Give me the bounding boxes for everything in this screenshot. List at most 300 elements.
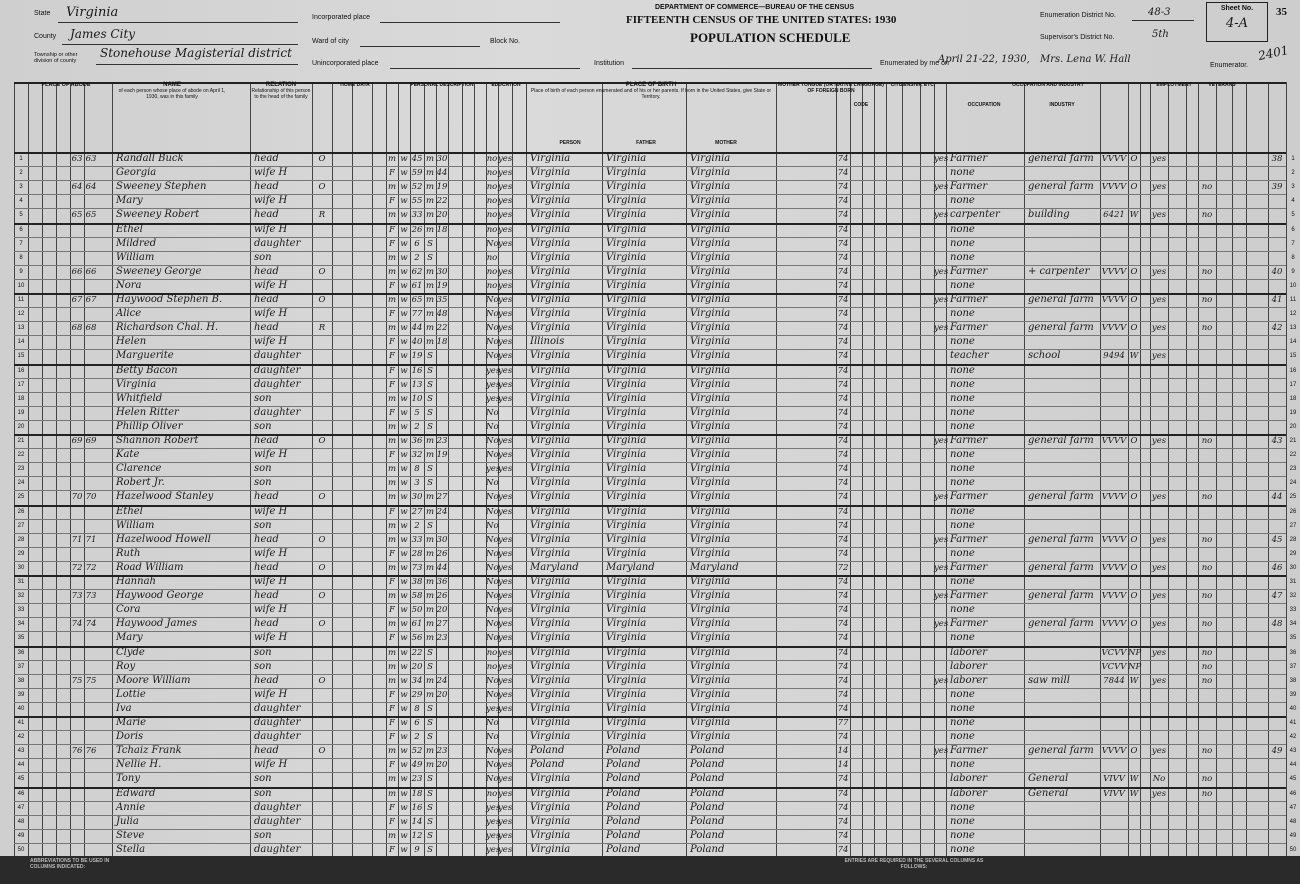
industry bbox=[1028, 575, 1098, 589]
read-write: yes bbox=[498, 534, 513, 545]
sex: m bbox=[387, 421, 397, 432]
race: w bbox=[400, 703, 408, 714]
occupation: none bbox=[950, 251, 975, 263]
veteran bbox=[1198, 194, 1216, 208]
birthplace-mother: Virginia bbox=[690, 308, 731, 320]
line-number-right: 16 bbox=[1289, 367, 1297, 374]
occupation: none bbox=[950, 843, 975, 855]
dwelling-number bbox=[70, 349, 84, 363]
line-number-right: 26 bbox=[1289, 508, 1297, 515]
dwelling-number bbox=[70, 519, 84, 533]
birthplace-father: Virginia bbox=[606, 195, 647, 207]
relation: son bbox=[254, 519, 272, 531]
relation: son bbox=[254, 660, 272, 672]
person-name: Tony bbox=[116, 773, 141, 785]
birthplace-person: Virginia bbox=[530, 435, 571, 446]
line-number: 43 bbox=[17, 748, 25, 755]
age: 2 bbox=[414, 421, 420, 432]
veteran bbox=[1198, 462, 1216, 476]
veteran bbox=[1198, 603, 1216, 617]
race: w bbox=[400, 633, 408, 644]
relation: daughter bbox=[254, 237, 301, 249]
marital-status: m bbox=[425, 450, 435, 461]
age-at-marriage bbox=[436, 519, 448, 533]
occupation-code bbox=[1100, 194, 1128, 208]
birthplace-person: Virginia bbox=[530, 294, 571, 305]
farm-schedule bbox=[1268, 279, 1286, 293]
employed: yes bbox=[1151, 746, 1167, 757]
dwelling-number bbox=[70, 166, 84, 180]
occupation: none bbox=[950, 688, 975, 700]
farm-schedule bbox=[1268, 364, 1286, 378]
occupation: none bbox=[950, 519, 975, 531]
line-number-right: 1 bbox=[1291, 156, 1295, 162]
speaks-english bbox=[934, 716, 948, 730]
sex: m bbox=[387, 774, 397, 785]
industry bbox=[1028, 660, 1098, 674]
class-of-worker bbox=[1128, 758, 1140, 772]
occupation: Farmer bbox=[950, 533, 988, 545]
class-of-worker bbox=[1128, 251, 1140, 265]
family-number bbox=[84, 575, 98, 589]
family-number bbox=[84, 349, 98, 363]
age: 13 bbox=[411, 379, 423, 390]
line-number-right: 18 bbox=[1289, 395, 1297, 402]
dwelling-number bbox=[70, 335, 84, 349]
home-owned bbox=[314, 349, 330, 363]
farm-schedule: 48 bbox=[1271, 619, 1283, 630]
age-at-marriage: 44 bbox=[436, 562, 448, 573]
col-industry: INDUSTRY bbox=[1049, 102, 1075, 108]
person-name: Phillip Oliver bbox=[116, 420, 183, 432]
birthplace-father: Virginia bbox=[606, 294, 647, 305]
occupation-code: VCVV bbox=[1101, 661, 1127, 672]
industry bbox=[1028, 420, 1098, 434]
sex: m bbox=[387, 436, 397, 446]
dwelling-number bbox=[70, 829, 84, 843]
marital-status: S bbox=[427, 407, 433, 418]
race: w bbox=[400, 506, 408, 517]
farm-schedule bbox=[1268, 237, 1286, 251]
industry bbox=[1028, 716, 1098, 730]
age-at-marriage: 19 bbox=[436, 280, 448, 291]
birthplace-father: Poland bbox=[606, 773, 641, 785]
industry bbox=[1028, 519, 1098, 533]
person-name: Nora bbox=[116, 279, 142, 291]
relation: son bbox=[254, 251, 272, 263]
employed bbox=[1150, 547, 1168, 561]
employed bbox=[1150, 462, 1168, 476]
farm-schedule bbox=[1268, 787, 1286, 801]
abbrev-title: ABBREVIATIONS TO BE USED IN COLUMNS INDICATED: bbox=[30, 858, 110, 870]
sex: m bbox=[387, 746, 397, 757]
age: 58 bbox=[411, 591, 423, 602]
abbreviations-footer bbox=[0, 856, 1300, 884]
home-owned bbox=[314, 420, 330, 434]
race: w bbox=[400, 675, 408, 686]
race: w bbox=[400, 830, 408, 841]
line-number-right: 35 bbox=[1289, 635, 1297, 642]
age-at-marriage: 20 bbox=[436, 605, 448, 616]
employed: yes bbox=[1151, 591, 1167, 602]
speaks-english bbox=[934, 519, 948, 533]
line-number: 27 bbox=[17, 522, 25, 529]
marital-status: m bbox=[425, 619, 435, 630]
sex: F bbox=[389, 196, 395, 207]
birthplace-mother: Virginia bbox=[690, 420, 731, 432]
line-number-right: 4 bbox=[1291, 198, 1295, 205]
speaks-english bbox=[934, 462, 948, 476]
table-row bbox=[0, 349, 1300, 363]
speaks-english bbox=[934, 307, 948, 321]
dwelling-number bbox=[70, 660, 84, 674]
col-veterans: VETERANS bbox=[1208, 82, 1236, 88]
marital-status: S bbox=[427, 816, 433, 827]
table-row bbox=[0, 702, 1300, 716]
occupation-code bbox=[1100, 631, 1128, 645]
line-number: 30 bbox=[17, 564, 25, 571]
employed bbox=[1150, 758, 1168, 772]
speaks-english bbox=[934, 194, 948, 208]
speaks-english bbox=[934, 688, 948, 702]
read-write: yes bbox=[498, 633, 513, 644]
read-write: yes bbox=[498, 788, 513, 799]
occupation-code: VVVV bbox=[1101, 746, 1127, 757]
family-number: 73 bbox=[85, 591, 97, 602]
occupation: carpenter bbox=[950, 209, 1000, 221]
age-at-marriage bbox=[436, 787, 448, 801]
home-owned bbox=[314, 801, 330, 815]
school-attendance: No bbox=[486, 478, 499, 489]
marital-status: S bbox=[427, 830, 433, 841]
birthplace-father: Virginia bbox=[606, 702, 647, 714]
family-number: 63 bbox=[85, 154, 97, 164]
col-name bbox=[112, 82, 232, 148]
employed bbox=[1150, 702, 1168, 716]
home-owned bbox=[314, 547, 330, 561]
age-at-marriage: 20 bbox=[436, 760, 448, 771]
birthplace-mother: Virginia bbox=[690, 449, 731, 461]
person-name: Julia bbox=[116, 815, 139, 827]
sex: m bbox=[387, 647, 397, 658]
line-number: 39 bbox=[17, 691, 25, 698]
sex: m bbox=[387, 520, 397, 531]
industry bbox=[1028, 223, 1098, 237]
line-number-right: 28 bbox=[1289, 536, 1297, 543]
home-owned bbox=[314, 631, 330, 645]
race: w bbox=[400, 689, 408, 700]
class-of-worker bbox=[1128, 194, 1140, 208]
census-title: FIFTEENTH CENSUS OF THE UNITED STATES: 1930 bbox=[626, 14, 897, 26]
marital-status: m bbox=[425, 210, 435, 221]
enumerator-name: Mrs. Lena W. Hall bbox=[1040, 54, 1131, 65]
birthplace-mother: Virginia bbox=[690, 519, 731, 531]
occupation: none bbox=[950, 731, 975, 743]
school-attendance: No bbox=[486, 506, 499, 517]
dwelling-number bbox=[70, 787, 84, 801]
read-write bbox=[498, 251, 512, 265]
birthplace-mother: Virginia bbox=[690, 350, 731, 362]
line-number-right: 14 bbox=[1289, 339, 1297, 346]
employed bbox=[1150, 476, 1168, 490]
read-write: yes bbox=[498, 295, 513, 305]
line-number-right: 22 bbox=[1289, 452, 1297, 459]
read-write: yes bbox=[498, 436, 513, 446]
birthplace-person: Virginia bbox=[530, 350, 571, 362]
speaks-english bbox=[934, 349, 948, 363]
occupation-code bbox=[1100, 505, 1128, 519]
read-write bbox=[498, 730, 512, 744]
line-number-right: 38 bbox=[1289, 677, 1297, 684]
class-of-worker bbox=[1128, 166, 1140, 180]
person-name: William bbox=[116, 519, 155, 531]
speaks-english: yes bbox=[934, 591, 949, 602]
school-attendance: No bbox=[486, 633, 499, 644]
family-number bbox=[84, 194, 98, 208]
class-of-worker: O bbox=[1130, 154, 1138, 164]
birthplace-mother: Virginia bbox=[690, 604, 731, 616]
family-number bbox=[84, 547, 98, 561]
read-write: yes bbox=[498, 182, 513, 193]
birthplace-code: 74 bbox=[837, 506, 849, 517]
employed bbox=[1150, 392, 1168, 406]
school-attendance: No bbox=[486, 774, 499, 785]
occupation: none bbox=[950, 406, 975, 418]
dwelling-number bbox=[70, 194, 84, 208]
extra-number: 2401 bbox=[1256, 42, 1290, 64]
age: 3 bbox=[414, 478, 420, 489]
farm-schedule bbox=[1268, 462, 1286, 476]
birthplace-father: Virginia bbox=[606, 632, 647, 644]
occupation-code: VIVV bbox=[1103, 788, 1125, 799]
birthplace-father: Virginia bbox=[606, 181, 647, 193]
family-number bbox=[84, 519, 98, 533]
person-name: Moore William bbox=[116, 674, 191, 686]
relation: head bbox=[254, 294, 279, 305]
dwelling-number: 74 bbox=[71, 619, 83, 630]
birthplace-person: Virginia bbox=[530, 209, 571, 221]
birthplace-father: Poland bbox=[606, 759, 641, 771]
sex: m bbox=[387, 619, 397, 630]
farm-schedule bbox=[1268, 335, 1286, 349]
read-write: yes bbox=[498, 703, 513, 714]
race: w bbox=[400, 168, 408, 179]
marital-status: m bbox=[425, 534, 435, 545]
birthplace-father: Virginia bbox=[606, 209, 647, 221]
marital-status: m bbox=[425, 633, 435, 644]
veteran: no bbox=[1201, 619, 1213, 630]
table-row bbox=[0, 194, 1300, 208]
birthplace-code: 74 bbox=[837, 168, 849, 179]
birthplace-mother: Virginia bbox=[690, 646, 731, 658]
birthplace-person: Virginia bbox=[530, 519, 571, 531]
school-attendance: no bbox=[486, 168, 498, 179]
dwelling-number bbox=[70, 476, 84, 490]
line-number: 2 bbox=[19, 170, 23, 177]
race: w bbox=[400, 351, 408, 362]
person-name: Virginia bbox=[116, 378, 157, 390]
age-at-marriage: 30 bbox=[436, 154, 448, 164]
farm-schedule bbox=[1268, 801, 1286, 815]
race: w bbox=[400, 647, 408, 658]
family-number bbox=[84, 801, 98, 815]
age: 6 bbox=[414, 238, 420, 249]
relation: head bbox=[254, 491, 279, 503]
home-owned: O bbox=[318, 154, 326, 164]
age-at-marriage: 19 bbox=[436, 182, 448, 193]
age: 33 bbox=[411, 534, 423, 545]
read-write: yes bbox=[498, 154, 513, 164]
class-of-worker bbox=[1128, 716, 1140, 730]
table-row bbox=[0, 476, 1300, 490]
family-number bbox=[84, 166, 98, 180]
read-write bbox=[498, 519, 512, 533]
veteran bbox=[1198, 547, 1216, 561]
occupation-code bbox=[1100, 829, 1128, 843]
birthplace-person: Virginia bbox=[530, 181, 571, 193]
age-at-marriage: 22 bbox=[436, 323, 448, 334]
dwelling-number: 69 bbox=[71, 436, 83, 446]
home-owned: O bbox=[318, 266, 326, 277]
home-owned bbox=[314, 772, 330, 786]
birthplace-mother: Poland bbox=[690, 843, 725, 855]
home-owned: O bbox=[318, 562, 326, 573]
family-number: 66 bbox=[85, 266, 97, 277]
relation: head bbox=[254, 561, 279, 573]
person-name: Iva bbox=[116, 702, 132, 714]
farm-schedule bbox=[1268, 772, 1286, 786]
occupation: Farmer bbox=[950, 590, 988, 602]
industry bbox=[1028, 505, 1098, 519]
occupation: none bbox=[950, 336, 975, 348]
birthplace-person: Virginia bbox=[530, 688, 571, 700]
relation: daughter bbox=[254, 801, 301, 813]
speaks-english bbox=[934, 660, 948, 674]
dwelling-number bbox=[70, 237, 84, 251]
speaks-english: yes bbox=[934, 492, 949, 503]
table-row bbox=[0, 631, 1300, 645]
birthplace-person: Virginia bbox=[530, 195, 571, 207]
sex: F bbox=[389, 718, 395, 728]
school-attendance: No bbox=[486, 577, 499, 587]
veteran: no bbox=[1201, 295, 1213, 305]
line-number: 16 bbox=[17, 367, 25, 374]
veteran: no bbox=[1201, 534, 1213, 545]
birthplace-code: 74 bbox=[837, 830, 849, 841]
read-write: yes bbox=[498, 548, 513, 559]
employed: yes bbox=[1151, 436, 1167, 446]
marital-status: S bbox=[427, 774, 433, 785]
read-write: yes bbox=[498, 689, 513, 700]
employed: yes bbox=[1151, 154, 1167, 164]
school-attendance: no bbox=[486, 210, 498, 221]
table-row bbox=[0, 660, 1300, 674]
line-number: 46 bbox=[17, 790, 25, 797]
speaks-english bbox=[934, 378, 948, 392]
birthplace-mother: Virginia bbox=[690, 702, 731, 714]
state-label: State bbox=[34, 10, 51, 17]
occupation: none bbox=[950, 801, 975, 813]
school-attendance: no bbox=[486, 266, 498, 277]
industry: general farm bbox=[1028, 590, 1094, 602]
home-owned bbox=[314, 843, 330, 857]
birthplace-father: Poland bbox=[606, 745, 641, 757]
veteran: no bbox=[1201, 591, 1213, 602]
occupation-code bbox=[1100, 603, 1128, 617]
dwelling-number: 66 bbox=[71, 266, 83, 277]
employed bbox=[1150, 307, 1168, 321]
age-at-marriage bbox=[436, 801, 448, 815]
table-row bbox=[0, 674, 1300, 688]
dwelling-number bbox=[70, 772, 84, 786]
dwelling-number bbox=[70, 378, 84, 392]
class-of-worker: W bbox=[1129, 351, 1139, 362]
read-write: yes bbox=[498, 168, 513, 179]
unincorporated-label: Unincorporated place bbox=[312, 60, 379, 67]
dwelling-number: 64 bbox=[71, 182, 83, 193]
birthplace-person: Illinois bbox=[530, 336, 565, 348]
speaks-english bbox=[934, 223, 948, 237]
read-write: yes bbox=[498, 492, 513, 503]
race: w bbox=[400, 154, 408, 164]
birthplace-father: Virginia bbox=[606, 350, 647, 362]
age: 50 bbox=[411, 605, 423, 616]
class-of-worker bbox=[1128, 688, 1140, 702]
birthplace-father: Virginia bbox=[606, 477, 647, 489]
class-of-worker: NP bbox=[1128, 647, 1142, 658]
line-number: 22 bbox=[17, 452, 25, 459]
family-number bbox=[84, 758, 98, 772]
occupation: none bbox=[950, 378, 975, 390]
marital-status: S bbox=[427, 421, 433, 432]
farm-schedule bbox=[1268, 716, 1286, 730]
speaks-english bbox=[934, 730, 948, 744]
age: 62 bbox=[411, 266, 423, 277]
marital-status: S bbox=[427, 520, 433, 531]
birthplace-code: 74 bbox=[837, 633, 849, 644]
birthplace-mother: Virginia bbox=[690, 294, 731, 305]
birthplace-father: Virginia bbox=[606, 547, 647, 559]
veteran bbox=[1198, 801, 1216, 815]
veteran: no bbox=[1201, 436, 1213, 446]
class-of-worker: O bbox=[1130, 746, 1138, 757]
age: 38 bbox=[411, 577, 423, 587]
age-at-marriage bbox=[436, 772, 448, 786]
age: 14 bbox=[411, 816, 423, 827]
home-owned bbox=[314, 194, 330, 208]
occupation: none bbox=[950, 223, 975, 235]
class-of-worker bbox=[1128, 801, 1140, 815]
age-at-marriage: 30 bbox=[436, 534, 448, 545]
occupation-code bbox=[1100, 406, 1128, 420]
industry: General bbox=[1028, 773, 1069, 785]
birthplace-mother: Virginia bbox=[690, 153, 731, 164]
col-person: PERSON bbox=[559, 140, 581, 146]
birthplace-code: 74 bbox=[837, 520, 849, 531]
marital-status: m bbox=[425, 506, 435, 517]
age-at-marriage bbox=[436, 349, 448, 363]
employed bbox=[1150, 631, 1168, 645]
birthplace-person: Virginia bbox=[530, 674, 571, 686]
class-of-worker bbox=[1128, 223, 1140, 237]
birthplace-code: 14 bbox=[837, 746, 849, 757]
industry bbox=[1028, 392, 1098, 406]
line-number: 40 bbox=[17, 705, 25, 712]
line-number: 5 bbox=[19, 212, 23, 219]
occupation: laborer bbox=[950, 646, 988, 658]
home-owned: O bbox=[318, 492, 326, 503]
line-number: 10 bbox=[17, 282, 25, 289]
